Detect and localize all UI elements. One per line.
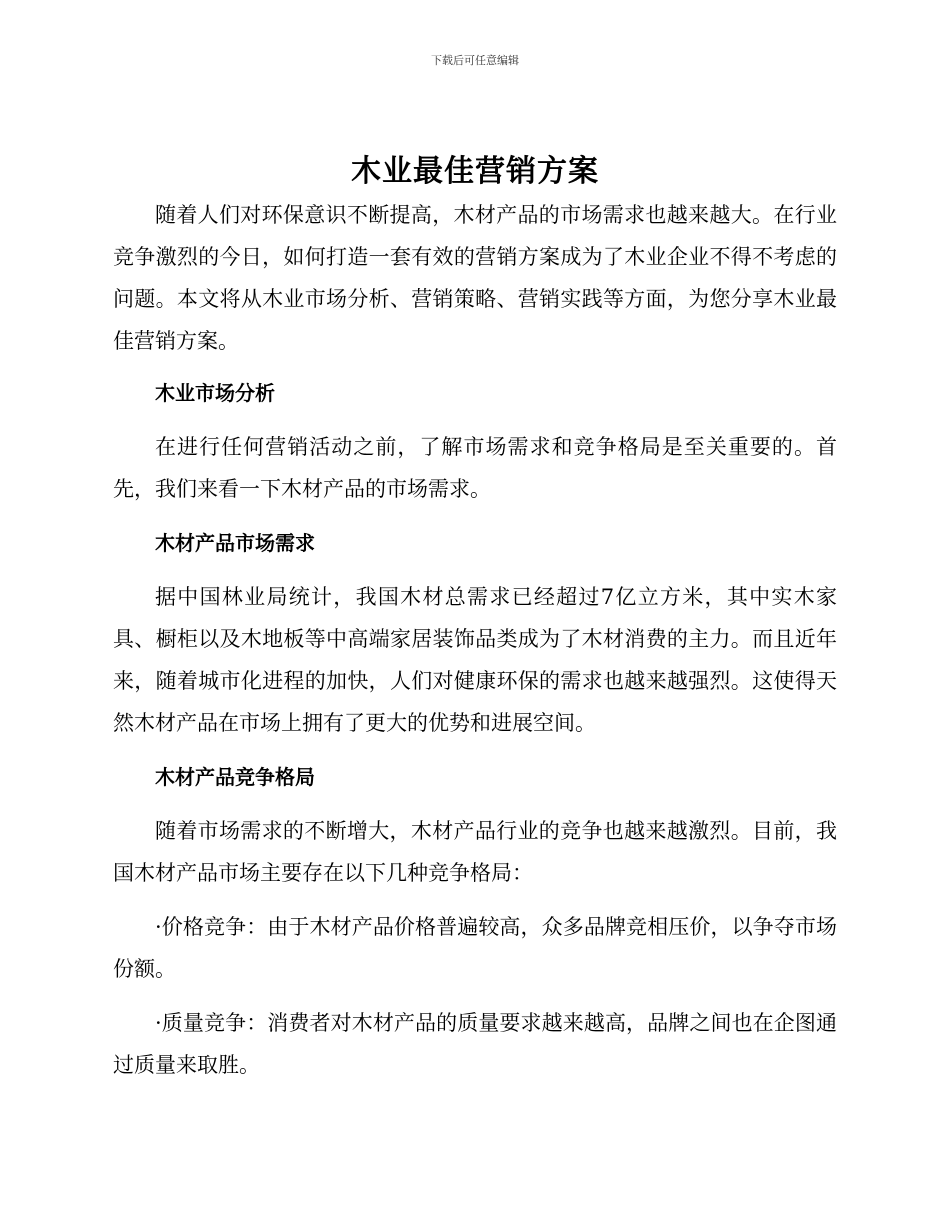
intro-paragraph: 随着人们对环保意识不断提高，木材产品的市场需求也越来越大。在行业竞争激烈的今日，如何打造一套有效的营销方案成为了木业企业不得不考虑的问题。本文将从木业市场分析、营销策略、营销实践等方面，为您分享木业最佳营销方案。 xyxy=(113,203,837,353)
section-heading-market-analysis: 木业市场分析 xyxy=(155,381,275,405)
document-title: 木业最佳营销方案 xyxy=(351,154,599,189)
section-heading-competition: 木材产品竞争格局 xyxy=(155,765,315,789)
bullet-price-competition: ·价格竞争：由于木材产品价格普遍较高，众多品牌竞相压价，以争夺市场份额。 xyxy=(113,915,837,981)
competition-paragraph: 随着市场需求的不断增大，木材产品行业的竞争也越来越激烈。目前，我国木材产品市场主要存在以下几种竞争格局： xyxy=(113,819,837,885)
market-analysis-paragraph: 在进行任何营销活动之前，了解市场需求和竞争格局是至关重要的。首先，我们来看一下木材产品的市场需求。 xyxy=(113,435,837,501)
market-demand-paragraph: 据中国林业局统计，我国木材总需求已经超过7亿立方米，其中实木家具、橱柜以及木地板等中高端家居装饰品类成为了木材消费的主力。而且近年来，随着城市化进程的加快，人们对健康环保的需求也越来越强烈。这使得天然木材产品在市场上拥有了更大的优势和进展空间。 xyxy=(113,585,837,735)
bullet-quality-competition: ·质量竞争：消费者对木材产品的质量要求越来越高，品牌之间也在企图通过质量来取胜。 xyxy=(113,1011,837,1077)
running-header: 下载后可任意编辑 xyxy=(431,54,519,67)
section-heading-market-demand: 木材产品市场需求 xyxy=(155,531,315,555)
